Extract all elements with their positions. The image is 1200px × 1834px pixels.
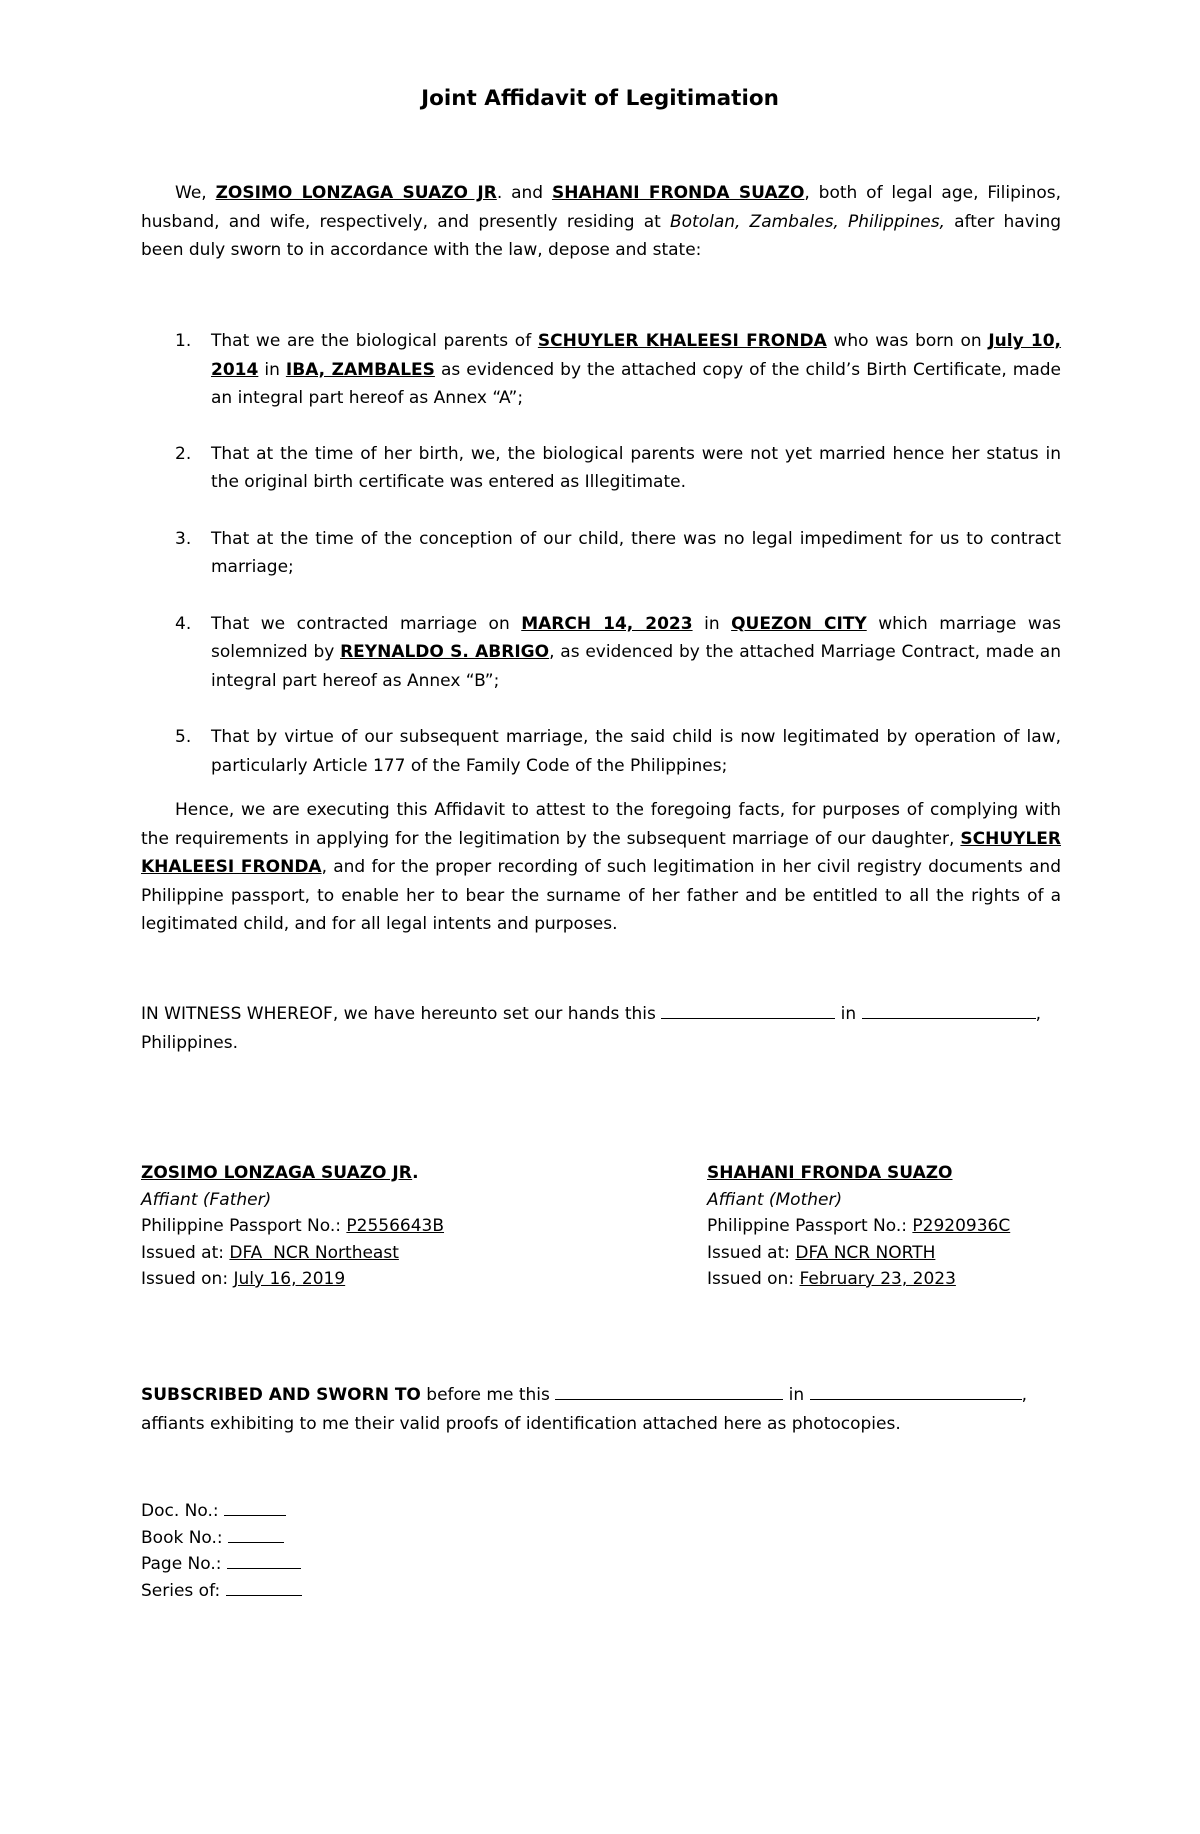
issued-on-label: Issued on: [707,1269,795,1289]
book-no-blank-line[interactable] [228,1525,284,1543]
signature-block-mother [707,1160,1010,1293]
book-no-label: Book No.: [141,1527,223,1548]
jurat-comma: , [1021,1385,1027,1405]
hence-paragraph [141,796,1061,939]
passport-label: Philippine Passport No.: [707,1216,907,1236]
item-text: in [704,613,720,634]
intro-and: . and [496,183,544,203]
signatory-name: ZOSIMO LONZAGA SUAZO JR [141,1163,413,1183]
child-name: SCHUYLER KHALEESI FRONDA [537,331,827,351]
mother-name: SHAHANI FRONDA SUAZO [551,183,805,203]
numbered-statements [141,327,1061,780]
marriage-date: MARCH 14, 2023 [521,613,693,634]
jurat-in: in [788,1385,805,1405]
signatory-role: Affiant (Mother) [707,1189,843,1210]
page-no-label: Page No.: [141,1554,222,1574]
passport-number: P2556643B [346,1216,445,1236]
series-blank-line[interactable] [226,1578,302,1596]
jurat-text-2: affiants exhibiting to me their valid proofs of identification attached here as photocopies. [141,1413,901,1434]
signatory-name: SHAHANI FRONDA SUAZO [707,1163,953,1183]
document-title: Joint Affidavit of Legitimation [421,86,779,111]
father-name: ZOSIMO LONZAGA SUAZO JR [215,183,497,203]
item-text: That at the time of her birth, we, the biological parents were not yet married hence her status in the original birth certificate was entered as Illegitimate. [211,443,1061,492]
hence-text-1: Hence, we are executing this Affidavit to attest to the foregoing facts, for purposes of complying with the requirements in applying for the legitimation by the subsequent marriage of our daughter, [141,800,1061,849]
jurat-text: before me this [426,1385,550,1405]
birth-date: July 10, 2014 [211,331,1062,380]
item-number: 2. [175,443,192,464]
jurat-heading: SUBSCRIBED AND SWORN TO [141,1385,421,1405]
issued-on-value: July 16, 2019 [233,1269,346,1289]
item-text: That we contracted marriage on [211,613,510,634]
residence: Botolan, Zambales, Philippines, [669,211,945,232]
statement-item [141,327,1061,413]
item-number: 1. [175,331,192,351]
notarial-registry [141,1498,302,1604]
intro-text-2: after having been duly sworn to in accordance with the law, depose and state: [141,211,1062,260]
item-text: as evidenced by the attached copy of the child’s Birth Certificate, made an integral part hereof as Annex “A”; [211,359,1062,408]
signatory-role: Affiant (Father) [141,1189,272,1210]
signatory-name-suffix: . [412,1163,419,1183]
doc-no-blank-line[interactable] [224,1498,286,1516]
item-text: which marriage was solemnized by [211,613,1061,662]
witness-clause [141,1000,1061,1057]
item-number: 4. [175,613,192,634]
passport-label: Philippine Passport No.: [141,1216,341,1236]
place-blank-line[interactable] [862,1001,1036,1019]
jurat-clause [141,1381,1061,1438]
item-text: That we are the biological parents of [211,331,532,351]
signature-block-father [141,1160,444,1293]
series-label: Series of: [141,1580,221,1601]
item-text: That by virtue of our subsequent marriage, the said child is now legitimated by operation of law, particularly Article 177 of the Family Code of the Philippines; [211,727,1061,776]
witness-place: Philippines. [141,1032,238,1053]
issued-on-label: Issued on: [141,1269,229,1289]
item-text: who was born on [833,331,982,351]
item-number: 3. [175,528,192,549]
intro-we: We, [175,183,207,203]
statement-item [141,440,1061,497]
doc-no-label: Doc. No.: [141,1501,219,1521]
page-no-blank-line[interactable] [227,1551,301,1569]
witness-text: IN WITNESS WHEREOF, we have hereunto set our hands this [141,1004,656,1024]
witness-comma: , [1035,1004,1041,1024]
statement-item [141,525,1061,582]
intro-text-1: , both of legal age, Filipinos, husband, and wife, respectively, and presently residing at [141,183,1062,232]
marriage-place: QUEZON CITY [731,613,867,634]
item-text: That at the time of the conception of our child, there was no legal impediment for us to contract marriage; [211,528,1061,577]
jurat-place-blank-line[interactable] [810,1382,1022,1400]
issued-at-label: Issued at: [141,1242,224,1263]
witness-in: in [840,1004,857,1024]
hence-text-2: , and for the proper recording of such legitimation in her civil registry documents and Philippine passport, to enable her to bear the surname of her father and be entitled to all the rights of a legitimated child, and for all legal intents and purposes. [141,857,1061,934]
statement-item [141,610,1061,696]
passport-number: P2920936C [912,1216,1011,1236]
statement-item [141,723,1061,780]
child-name: SCHUYLER KHALEESI FRONDA [141,828,1061,877]
jurat-date-blank-line[interactable] [555,1382,783,1400]
officiant-name: REYNALDO S. ABRIGO [340,642,550,662]
intro-paragraph [141,179,1061,265]
issued-on-value: February 23, 2023 [799,1269,956,1289]
issued-at-label: Issued at: [707,1242,790,1263]
item-text: , as evidenced by the attached Marriage Contract, made an integral part hereof as Annex “B”; [211,642,1061,691]
item-text: in [264,359,280,380]
issued-at-value: DFA NCR Northeast [229,1242,399,1263]
item-number: 5. [175,727,192,747]
date-blank-line[interactable] [661,1001,835,1019]
birth-place: IBA, ZAMBALES [285,359,435,380]
issued-at-value: DFA NCR NORTH [795,1242,936,1263]
